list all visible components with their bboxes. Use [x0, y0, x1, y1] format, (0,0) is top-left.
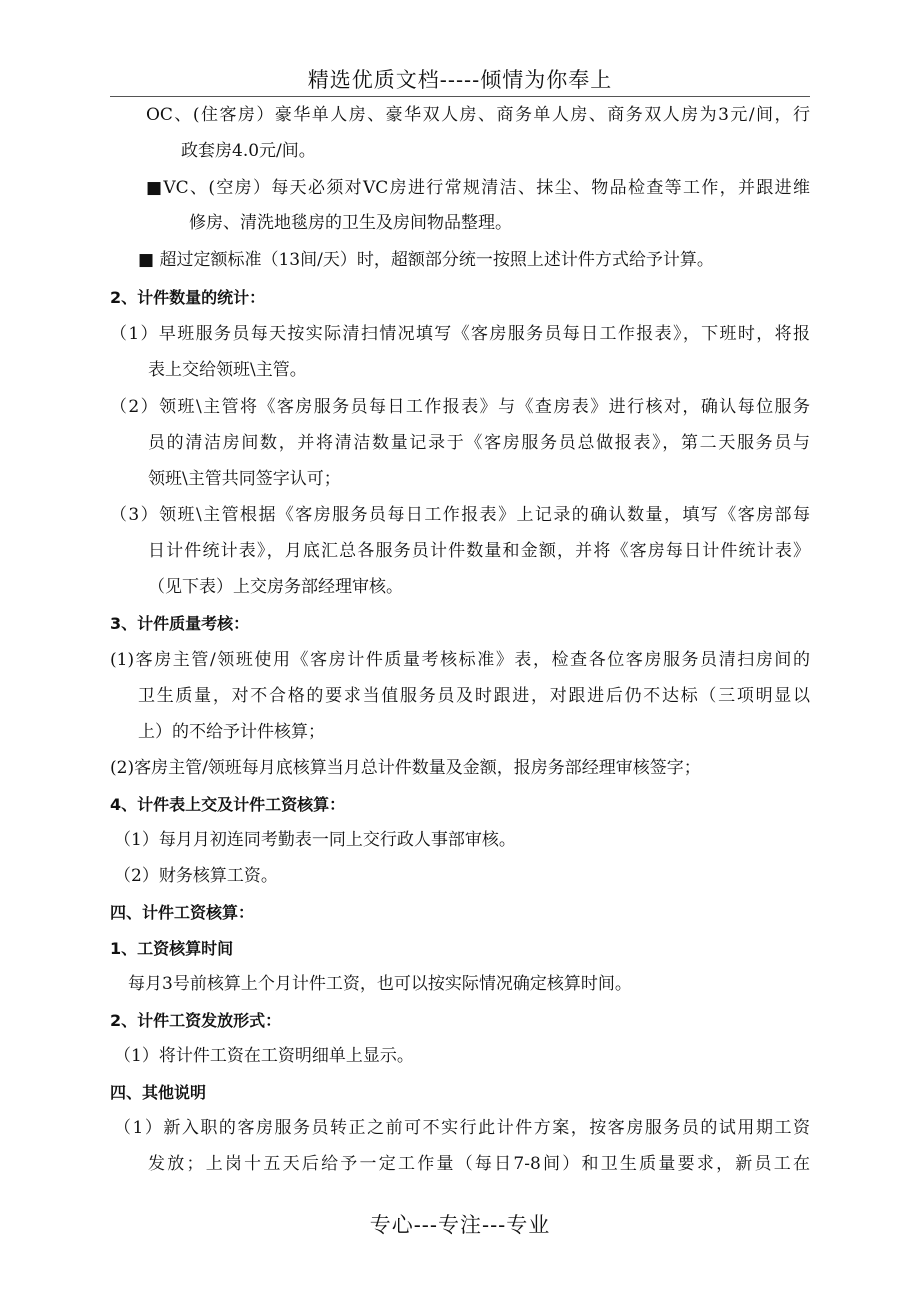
text-line: 发放；上岗十五天后给予一定工作量（每日7-8间）和卫生质量要求，新员工在 [148, 1154, 810, 1174]
section-heading: 2、计件工资发放形式： [110, 1011, 282, 1030]
text-line: 表上交给领班\主管。 [148, 360, 307, 380]
text-line: (2)客房主管/领班每月底核算当月总计件数量及金额，报房务部经理审核签字； [110, 758, 701, 778]
section-heading: 四、计件工资核算： [110, 903, 255, 922]
page-header: 精选优质文档-----倾情为你奉上 [307, 68, 613, 92]
section-heading: 4、计件表上交及计件工资核算： [110, 795, 346, 814]
text-line: 卫生质量，对不合格的要求当值服务员及时跟进，对跟进后仍不达标（三项明显以 [138, 686, 810, 706]
text-line: （3）领班\主管根据《客房服务员每日工作报表》上记录的确认数量，填写《客房部每 [110, 505, 810, 525]
section-heading: 四、其他说明 [110, 1083, 207, 1102]
text-line: （见下表）上交房务部经理审核。 [148, 577, 403, 597]
text-line: 领班\主管共同签字认可； [148, 469, 341, 489]
text-line: 员的清洁房间数，并将清洁数量记录于《客房服务员总做报表》，第二天服务员与 [148, 433, 810, 453]
text-line: （2）领班\主管将《客房服务员每日工作报表》与《查房表》进行核对，确认每位服务 [110, 397, 810, 417]
text-line: OC、(住客房）豪华单人房、豪华双人房、商务单人房、商务双人房为3元/间，行 [146, 105, 810, 125]
page-footer: 专心---专注---专业 [369, 1213, 551, 1237]
text-line: 政套房4.0元/间。 [181, 141, 316, 161]
section-heading: 1、工资核算时间 [110, 939, 234, 958]
text-line: （2）财务核算工资。 [114, 866, 278, 886]
text-line: ■VC、(空房）每天必须对VC房进行常规清洁、抹尘、物品检查等工作，并跟进维 [146, 178, 810, 198]
text-line: 上）的不给予计件核算； [138, 722, 325, 742]
header-divider [110, 96, 810, 97]
text-line: （1）每月月初连同考勤表一同上交行政人事部审核。 [114, 830, 516, 850]
text-line: 日计件统计表》，月底汇总各服务员计件数量和金额，并将《客房每日计件统计表》 [148, 541, 810, 561]
section-heading: 3、计件质量考核： [110, 614, 250, 633]
text-line: （1）新入职的客房服务员转正之前可不实行此计件方案，按客房服务员的试用期工资 [114, 1118, 810, 1138]
text-line: (1)客房主管/领班使用《客房计件质量考核标准》表，检查各位客房服务员清扫房间的 [110, 650, 810, 670]
text-line: （1）早班服务员每天按实际清扫情况填写《客房服务员每日工作报表》，下班时，将报 [110, 324, 810, 344]
section-heading: 2、计件数量的统计： [110, 288, 266, 307]
text-line: 每月3号前核算上个月计件工资，也可以按实际情况确定核算时间。 [128, 974, 632, 994]
text-line: 修房、清洗地毯房的卫生及房间物品整理。 [189, 213, 512, 233]
text-line: （1）将计件工资在工资明细单上显示。 [114, 1046, 414, 1066]
text-line: ■ 超过定额标准（13间/天）时，超额部分统一按照上述计件方式给予计算。 [138, 250, 714, 270]
